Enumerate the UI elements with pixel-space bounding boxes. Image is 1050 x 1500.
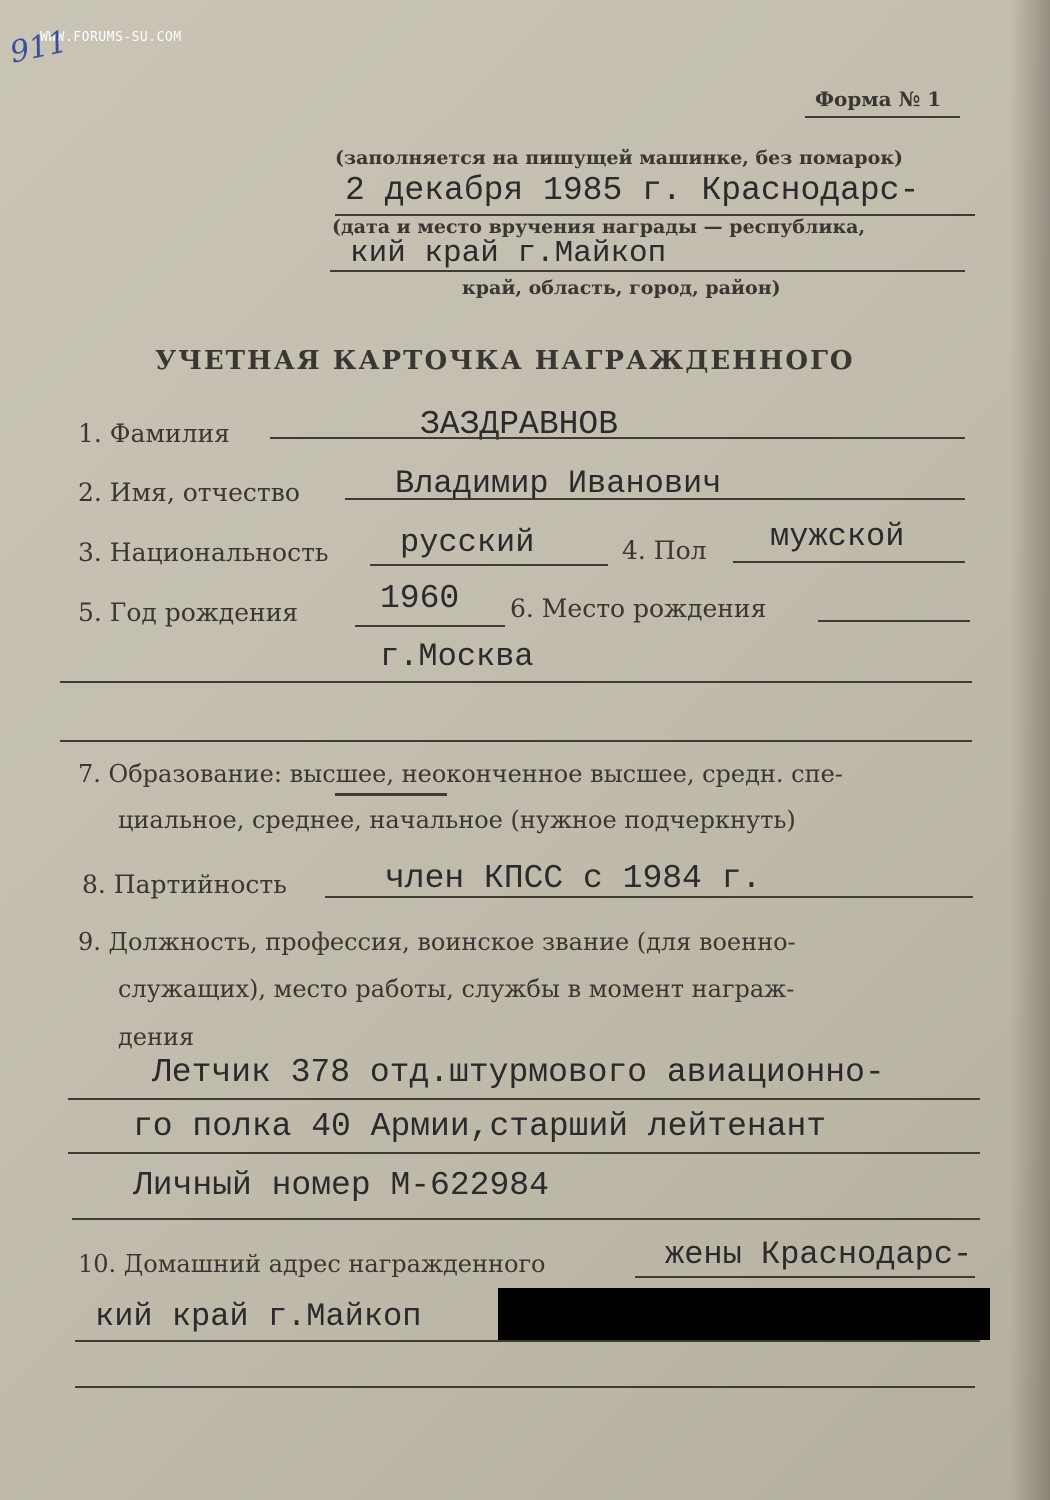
education-selected-underline — [335, 793, 447, 796]
position-value3: Личный номер М-622984 — [133, 1167, 549, 1204]
position-rule-2 — [68, 1152, 980, 1154]
party-label: 8. Партийность — [82, 870, 287, 899]
sex-value: мужской — [770, 518, 905, 555]
birthplace-label: 6. Место рождения — [510, 594, 767, 623]
surname-value: ЗАЗДРАВНОВ — [420, 406, 619, 443]
nationality-value: русский — [400, 524, 535, 561]
address-value2: кий край г.Майкоп — [95, 1298, 422, 1335]
position-rule-1 — [68, 1098, 980, 1100]
position-line1: 9. Должность, профессия, воинское звание (для военно- — [78, 928, 796, 956]
birthplace-rule-3 — [60, 740, 972, 742]
birthplace-rule-2 — [60, 681, 972, 683]
surname-rule — [270, 437, 965, 439]
birthplace-rule-1 — [818, 620, 970, 622]
address-value1: жены Краснодарс- — [665, 1236, 973, 1273]
page-edge-shadow — [1010, 0, 1050, 1500]
place-line2-typed: кий край г.Майкоп — [350, 236, 667, 271]
party-rule — [325, 896, 973, 898]
education-line1: 7. Образование: высшее, неоконченное высшее, средн. спе- — [78, 760, 843, 788]
birthplace-value: г.Москва — [380, 638, 534, 675]
sex-label: 4. Пол — [622, 536, 707, 565]
instruction-text: (заполняется на пишущей машинке, без помарок) — [335, 147, 904, 169]
position-value2: го полка 40 Армии,старший лейтенант — [133, 1108, 827, 1145]
place-line1-typed: 2 декабря 1985 г. Краснодарс- — [345, 172, 920, 209]
form-number: Форма № 1 — [815, 87, 942, 111]
position-line3: дения — [118, 1023, 195, 1051]
watermark: WWW.FORUMS-SU.COM — [40, 30, 182, 45]
party-value: член КПСС с 1984 г. — [385, 860, 762, 897]
nationality-rule — [370, 564, 608, 566]
surname-label: 1. Фамилия — [78, 419, 230, 448]
sex-rule — [733, 561, 965, 563]
card-title: УЧЕТНАЯ КАРТОЧКА НАГРАЖДЕННОГО — [155, 346, 855, 376]
address-rule-3 — [75, 1386, 975, 1388]
name-rule — [345, 498, 965, 500]
address-rule-2 — [75, 1340, 980, 1342]
name-label: 2. Имя, отчество — [78, 478, 300, 507]
birth-year-label: 5. Год рождения — [78, 598, 299, 627]
birth-year-value: 1960 — [380, 580, 460, 617]
place-line2-rule — [330, 270, 965, 272]
form-number-underline — [805, 116, 960, 118]
name-value: Владимир Иванович — [395, 465, 722, 502]
redaction-block — [498, 1288, 990, 1340]
position-value1: Летчик 378 отд.штурмового авиационно- — [152, 1054, 885, 1091]
position-rule-3 — [72, 1218, 980, 1220]
birth-year-rule — [355, 625, 505, 627]
place-caption1: (дата и место вручения награды — республика, — [332, 216, 866, 238]
place-caption2: край, область, город, район) — [462, 277, 781, 299]
address-rule-1 — [635, 1276, 975, 1278]
position-line2: служащих), место работы, службы в момент награж- — [118, 975, 795, 1003]
nationality-label: 3. Национальность — [78, 538, 329, 567]
education-line2: циальное, среднее, начальное (нужное подчеркнуть) — [118, 806, 796, 834]
pencil-mark: 911 — [6, 24, 71, 71]
address-label: 10. Домашний адрес награжденного — [78, 1250, 546, 1278]
